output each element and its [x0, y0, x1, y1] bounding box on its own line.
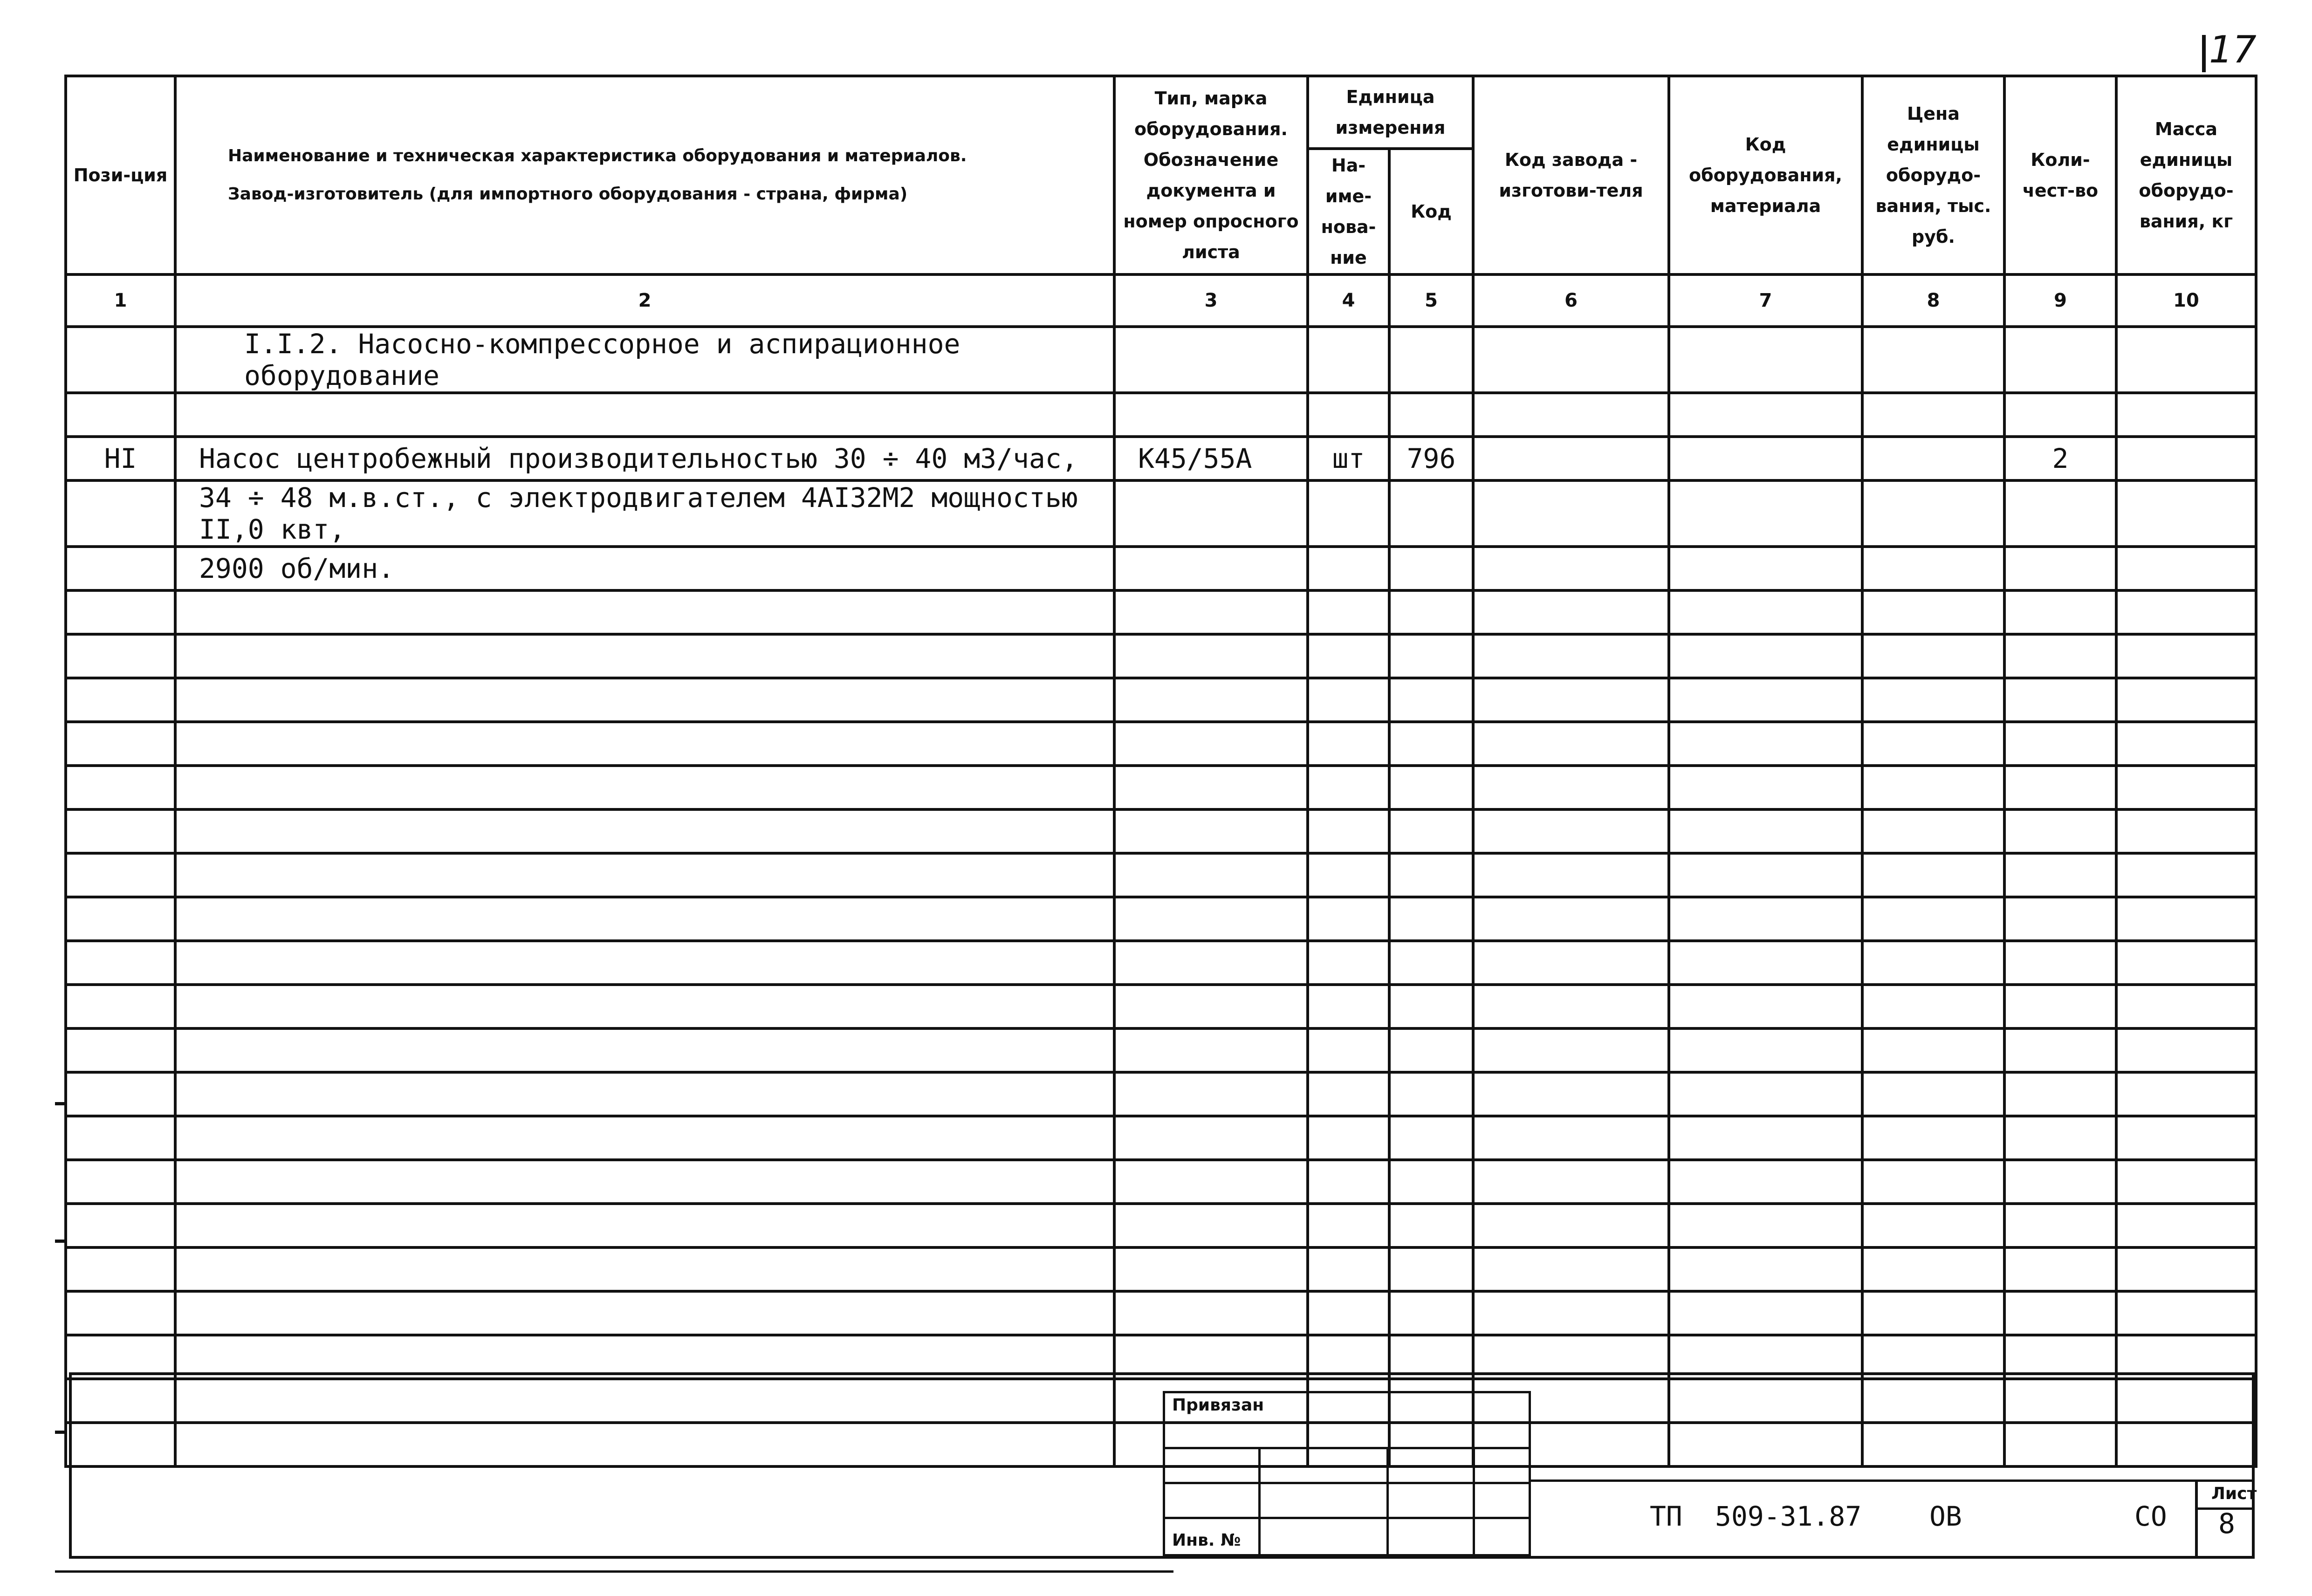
item-unit-code: 796: [1389, 437, 1473, 480]
header-equipment-code: Код оборудования, материала: [1669, 76, 1862, 274]
column-number: 2: [175, 274, 1114, 327]
table-row: [66, 941, 2256, 985]
table-row: [66, 1291, 2256, 1335]
item-quantity: 2: [2004, 437, 2116, 480]
section-row: [66, 327, 2256, 393]
title-block-divider: [1531, 1480, 2255, 1482]
table-row: [66, 678, 2256, 722]
sheet-number: 8: [2218, 1507, 2236, 1540]
section-title: I.I.2. Насосно-компрессорное и аспирационное оборудование: [175, 327, 1114, 393]
table-row: [66, 1028, 2256, 1072]
table-row: [66, 766, 2256, 809]
stamp-divider: [1473, 1447, 1475, 1556]
item-type: К45/55А: [1114, 437, 1308, 480]
item-name-line-2: 34 ÷ 48 м.в.ст., с электродвигателем 4АI32М2 мощностью II,0 квт,: [175, 480, 1114, 547]
column-number: 4: [1308, 274, 1389, 327]
column-number: 1: [66, 274, 175, 327]
page-number-bar: [2202, 35, 2206, 72]
header-unit-code: Код: [1389, 149, 1473, 274]
header-manufacturer-line: Завод-изготовитель (для импортного оборудования - страна, фирма): [228, 185, 908, 204]
stamp-divider: [1258, 1447, 1261, 1556]
doc-prefix: ТП: [1650, 1500, 1682, 1532]
header-unit-group: Единица измерения: [1308, 76, 1473, 149]
item-name-line-3: 2900 об/мин.: [175, 547, 1114, 590]
column-number: 3: [1114, 274, 1308, 327]
stamp-divider: [1163, 1447, 1531, 1449]
column-number: 6: [1473, 274, 1669, 327]
header-factory-code: Код завода - изготови-теля: [1473, 76, 1669, 274]
stamp-divider: [1163, 1482, 1531, 1484]
header-mass: Масса единицы оборудо-вания, кг: [2116, 76, 2256, 274]
header-name: [175, 76, 1114, 274]
table-row: [66, 1247, 2256, 1291]
stamp-linked-label: Привязан: [1172, 1396, 1264, 1415]
column-number: 5: [1389, 274, 1473, 327]
page-number: 17: [2209, 28, 2257, 71]
column-number: 7: [1669, 274, 1862, 327]
table-row: [66, 985, 2256, 1028]
doc-suffix: СО: [2134, 1500, 2167, 1532]
table-row: [66, 1204, 2256, 1247]
item-row-continued: [66, 480, 2256, 547]
table-row: [66, 634, 2256, 678]
frame-bottom-line: [55, 1570, 1173, 1573]
column-number-row: [66, 274, 2256, 327]
table-row: [66, 393, 2256, 437]
sheet-label: Лист: [2211, 1484, 2257, 1503]
header-type: Тип, марка оборудования. Обозначение документа и номер опросного листа: [1114, 76, 1308, 274]
header-name-line: Наименование и техническая характеристика оборудования и материалов.: [228, 146, 967, 165]
header-price: Цена единицы оборудо-вания, тыс. руб.: [1862, 76, 2004, 274]
title-block: [69, 1372, 2255, 1559]
header-unit-name: На-име-нова-ние: [1308, 149, 1389, 274]
table-row: [66, 590, 2256, 634]
table-row: [66, 722, 2256, 766]
header-position: Пози-ция: [66, 76, 175, 274]
doc-number: 509-31.87: [1715, 1500, 1862, 1532]
column-number: 9: [2004, 274, 2116, 327]
stamp-divider: [1386, 1447, 1389, 1556]
doc-section: ОВ: [1929, 1500, 1962, 1532]
item-row-continued: [66, 547, 2256, 590]
table-row: [66, 897, 2256, 941]
item-position: HI: [66, 437, 175, 480]
item-name-line-1: Насос центробежный производительностью 30 ÷ 40 м3/час,: [175, 437, 1114, 480]
table-row: [66, 1116, 2256, 1160]
column-number: 8: [1862, 274, 2004, 327]
item-row: [66, 437, 2256, 480]
table-row: [66, 1072, 2256, 1116]
stamp-inventory-label: Инв. №: [1172, 1531, 1241, 1550]
stamp-divider: [1163, 1517, 1531, 1519]
binding-stamp: [1163, 1391, 1531, 1556]
item-unit-name: шт: [1308, 437, 1389, 480]
table-row: [66, 1160, 2256, 1204]
header-quantity: Коли-чест-во: [2004, 76, 2116, 274]
column-number: 10: [2116, 274, 2256, 327]
table-row: [66, 809, 2256, 853]
equipment-spec-table: [64, 75, 2257, 1468]
table-row: [66, 853, 2256, 897]
